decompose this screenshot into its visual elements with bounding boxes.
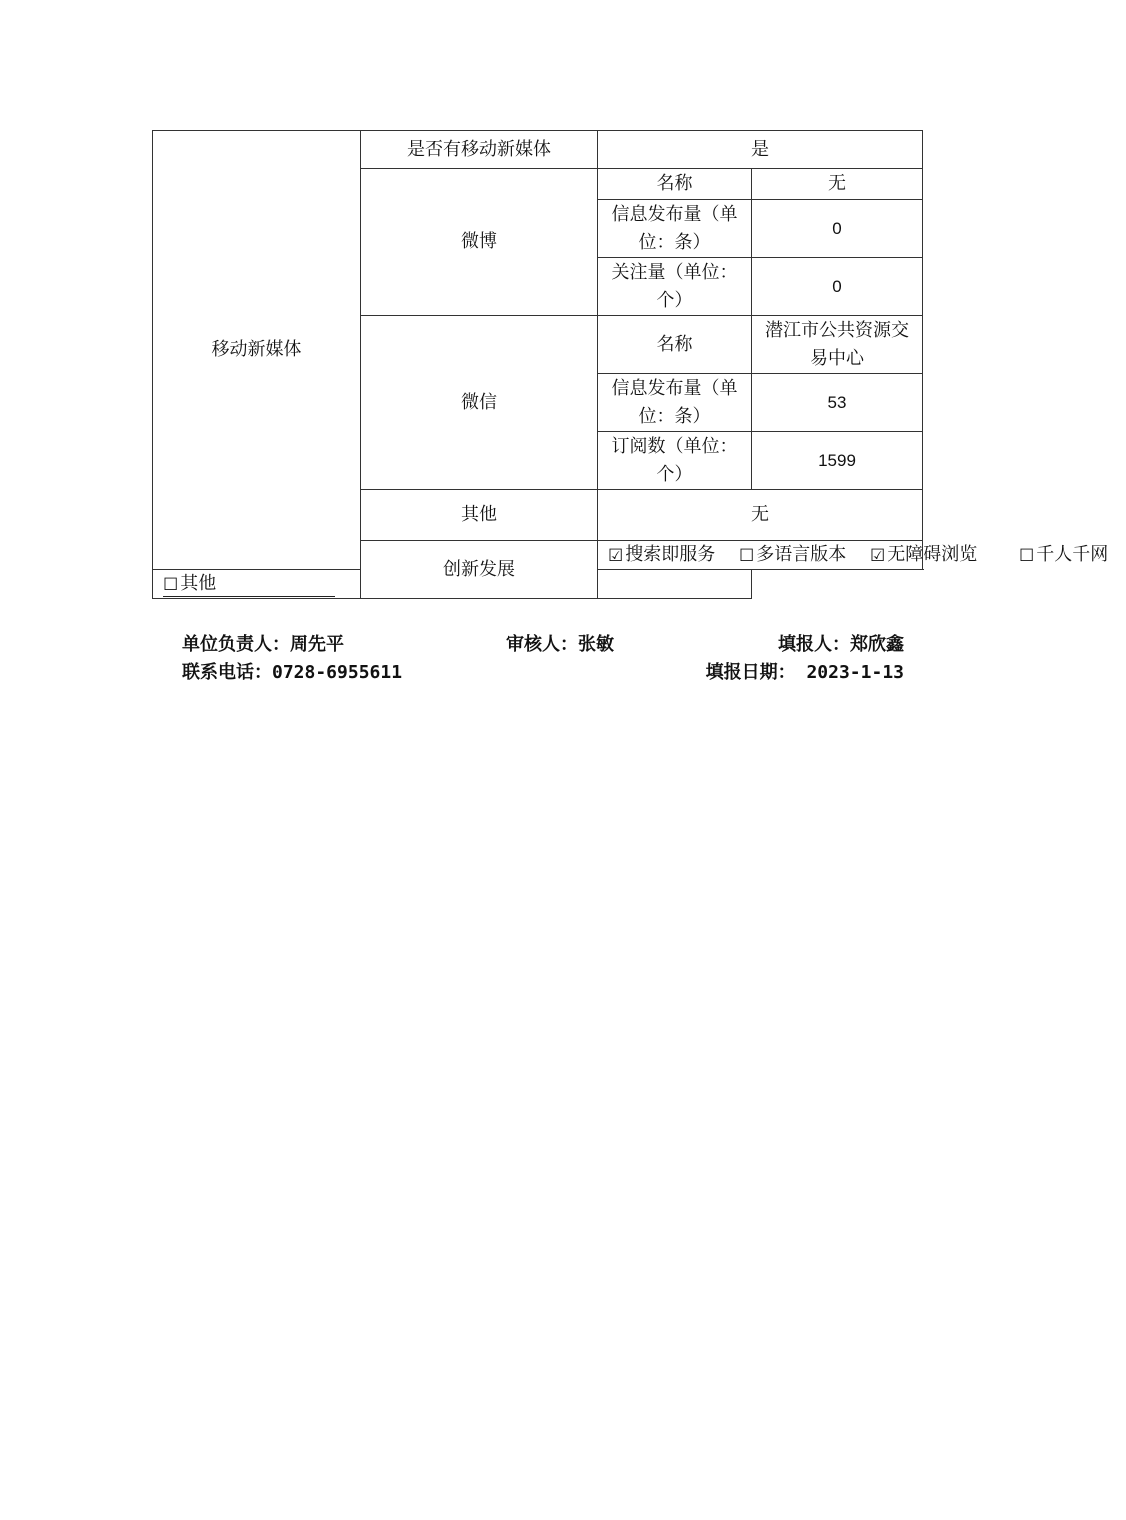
weibo-posts-label: 信息发布量（单位：条）	[598, 200, 752, 258]
weibo-followers-value: 0	[752, 258, 923, 316]
check-personalized[interactable]	[1019, 541, 1108, 569]
wechat-subs-label: 订阅数（单位：个）	[598, 432, 752, 490]
other-media-value: 无	[598, 490, 923, 541]
wechat-subs-value: 1599	[752, 432, 923, 490]
media-form-table	[152, 130, 1109, 599]
fill-date: 填报日期： 2023-1-13	[705, 662, 904, 683]
contact-phone: 联系电话：0728-6955611	[182, 662, 403, 683]
innovation-checklist	[598, 541, 1109, 570]
other-media-label: 其他	[361, 490, 598, 541]
check-search-service[interactable]	[608, 541, 715, 569]
checkbox-checked-icon[interactable]: ☑	[869, 546, 886, 566]
wechat-posts-label: 信息发布量（单位：条）	[598, 374, 752, 432]
check-other[interactable]	[163, 572, 335, 597]
section-innovation-label: 创新发展	[361, 541, 598, 599]
check-accessibility[interactable]	[870, 541, 977, 569]
filler: 填报人：郑欣鑫	[778, 634, 904, 655]
weibo-posts-value: 0	[752, 200, 923, 258]
check-label: 多语言版本	[756, 544, 847, 565]
wechat-posts-value: 53	[752, 374, 923, 432]
wechat-name-value: 潜江市公共资源交易中心	[752, 316, 923, 374]
checkbox-unchecked-icon[interactable]: ☐	[1018, 546, 1035, 566]
check-label: 其他	[180, 573, 217, 594]
footer-line-2	[182, 658, 904, 682]
check-label: 无障碍浏览	[887, 544, 978, 565]
checkbox-checked-icon[interactable]: ☑	[608, 546, 624, 566]
check-multilanguage[interactable]	[739, 541, 846, 569]
weibo-name-label: 名称	[598, 169, 752, 200]
unit-leader: 单位负责人：周先平	[182, 634, 344, 655]
weibo-label: 微博	[361, 169, 598, 316]
weibo-followers-label: 关注量（单位：个）	[598, 258, 752, 316]
checkbox-unchecked-icon[interactable]: ☐	[163, 575, 179, 595]
section-media-label: 移动新媒体	[153, 131, 361, 570]
wechat-name-label: 名称	[598, 316, 752, 374]
footer-line-1	[182, 630, 904, 654]
wechat-label: 微信	[361, 316, 598, 490]
has-media-label: 是否有移动新媒体	[361, 131, 598, 169]
weibo-name-value: 无	[752, 169, 923, 200]
check-label: 搜索即服务	[625, 544, 716, 565]
check-label: 千人千网	[1036, 544, 1109, 565]
reviewer: 审核人：张敏	[506, 634, 614, 655]
has-media-value: 是	[598, 131, 923, 169]
checkbox-unchecked-icon[interactable]: ☐	[738, 546, 755, 566]
